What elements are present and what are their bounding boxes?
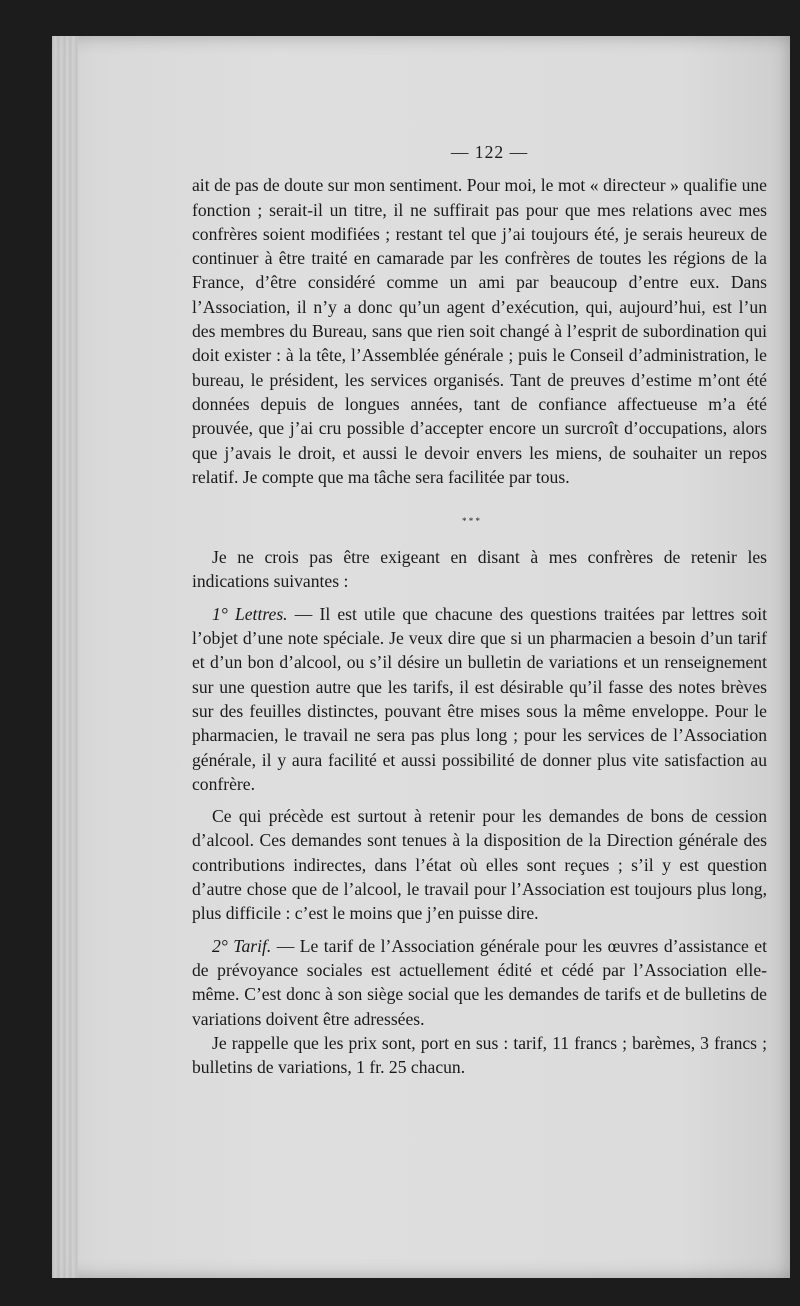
page-number: — 122 —: [450, 142, 529, 162]
tarif-heading: 2° Tarif.: [212, 935, 272, 956]
page-text-block: [192, 140, 767, 1079]
lettres-heading: 1° Lettres.: [212, 603, 288, 624]
tarif-body: — Le tarif de l’Association générale pour les œuvres d’assistance et de prévoyance sociales est actuellement édité et cédé par l’Association elle-même. C’est donc à son siège social que les demandes de tarifs et de bulletins de variations doivent être adressées.: [192, 935, 768, 1029]
paragraph-indications: Je ne crois pas être exigeant en disant à mes confrères de retenir les indications suivantes :: [192, 547, 767, 592]
separator-asterisks: * * *: [462, 516, 480, 527]
section-separator: [192, 505, 767, 545]
binding-edge: [52, 36, 78, 1278]
paragraph-lettres: [192, 602, 767, 796]
paragraph-tarif: [192, 934, 767, 1031]
paragraph-directeur: ait de pas de doute sur mon sentiment. Pour moi, le mot « directeur » qualifie une fonction ; serait-il un titre, il ne suffirait pas pour que mes relations avec mes confrères soient modifiées ; restant tel que j’ai toujours été, je serais heureux de continuer à être traité en camarade par les confrères de toutes les régions de la France, d’être considéré comme un ami par beaucoup d’entre eux. Dans l’Association, il n’y a donc qu’un agent d’exécution, qui, aujourd’hui, est l’un des membres du Bureau, sans que rien soit changé à l’esprit de subordination qui doit exister : à la tête, l’Assemblée générale ; puis le Conseil d’administration, le bureau, le président, les services organisés. Tant de preuves d’estime m’ont été données depuis de longues années, tant de confiance affectueuse m’a été prouvée, que j’ai cru possible d’accepter encore un surcroît d’occupations, alors que j’avais le droit, et aussi le devoir envers les miens, de souhaiter un repos relatif. Je compte que ma tâche sera facilitée par tous.: [192, 175, 767, 487]
paragraph-bons-alcool: Ce qui précède est surtout à retenir pour les demandes de bons de cession d’alcool. Ces demandes sont tenues à la disposition de la Direction générale des contributions indirectes, dans l’état où elles sont reçues ; s’il y est question d’autre chose que de l’alcool, le travail pour l’Association est toujours plus long, plus difficile : c’est le moins que j’en puisse dire.: [192, 806, 767, 924]
lettres-body: — Il est utile que chacune des questions traitées par lettres soit l’objet d’une note spéciale. Je veux dire que si un pharmacien a besoin d’un tarif et d’un bon d’alcool, ou s’il désire un bulletin de variations et un renseignement sur une question autre que les tarifs, il est désirable qu’il fasse des notes brèves sur des feuilles distinctes, pouvant être mises sous la même enveloppe. Pour le pharmacien, le travail ne sera pas plus long ; pour les services de l’Association générale, il y aura facilité et aussi possibilité de donner plus vite satisfaction au confrère.: [192, 603, 767, 794]
paragraph-prix: Je rappelle que les prix sont, port en sus : tarif, 11 francs ; barèmes, 3 francs ; bulletins de variations, 1 fr. 25 chacun.: [192, 1032, 767, 1078]
